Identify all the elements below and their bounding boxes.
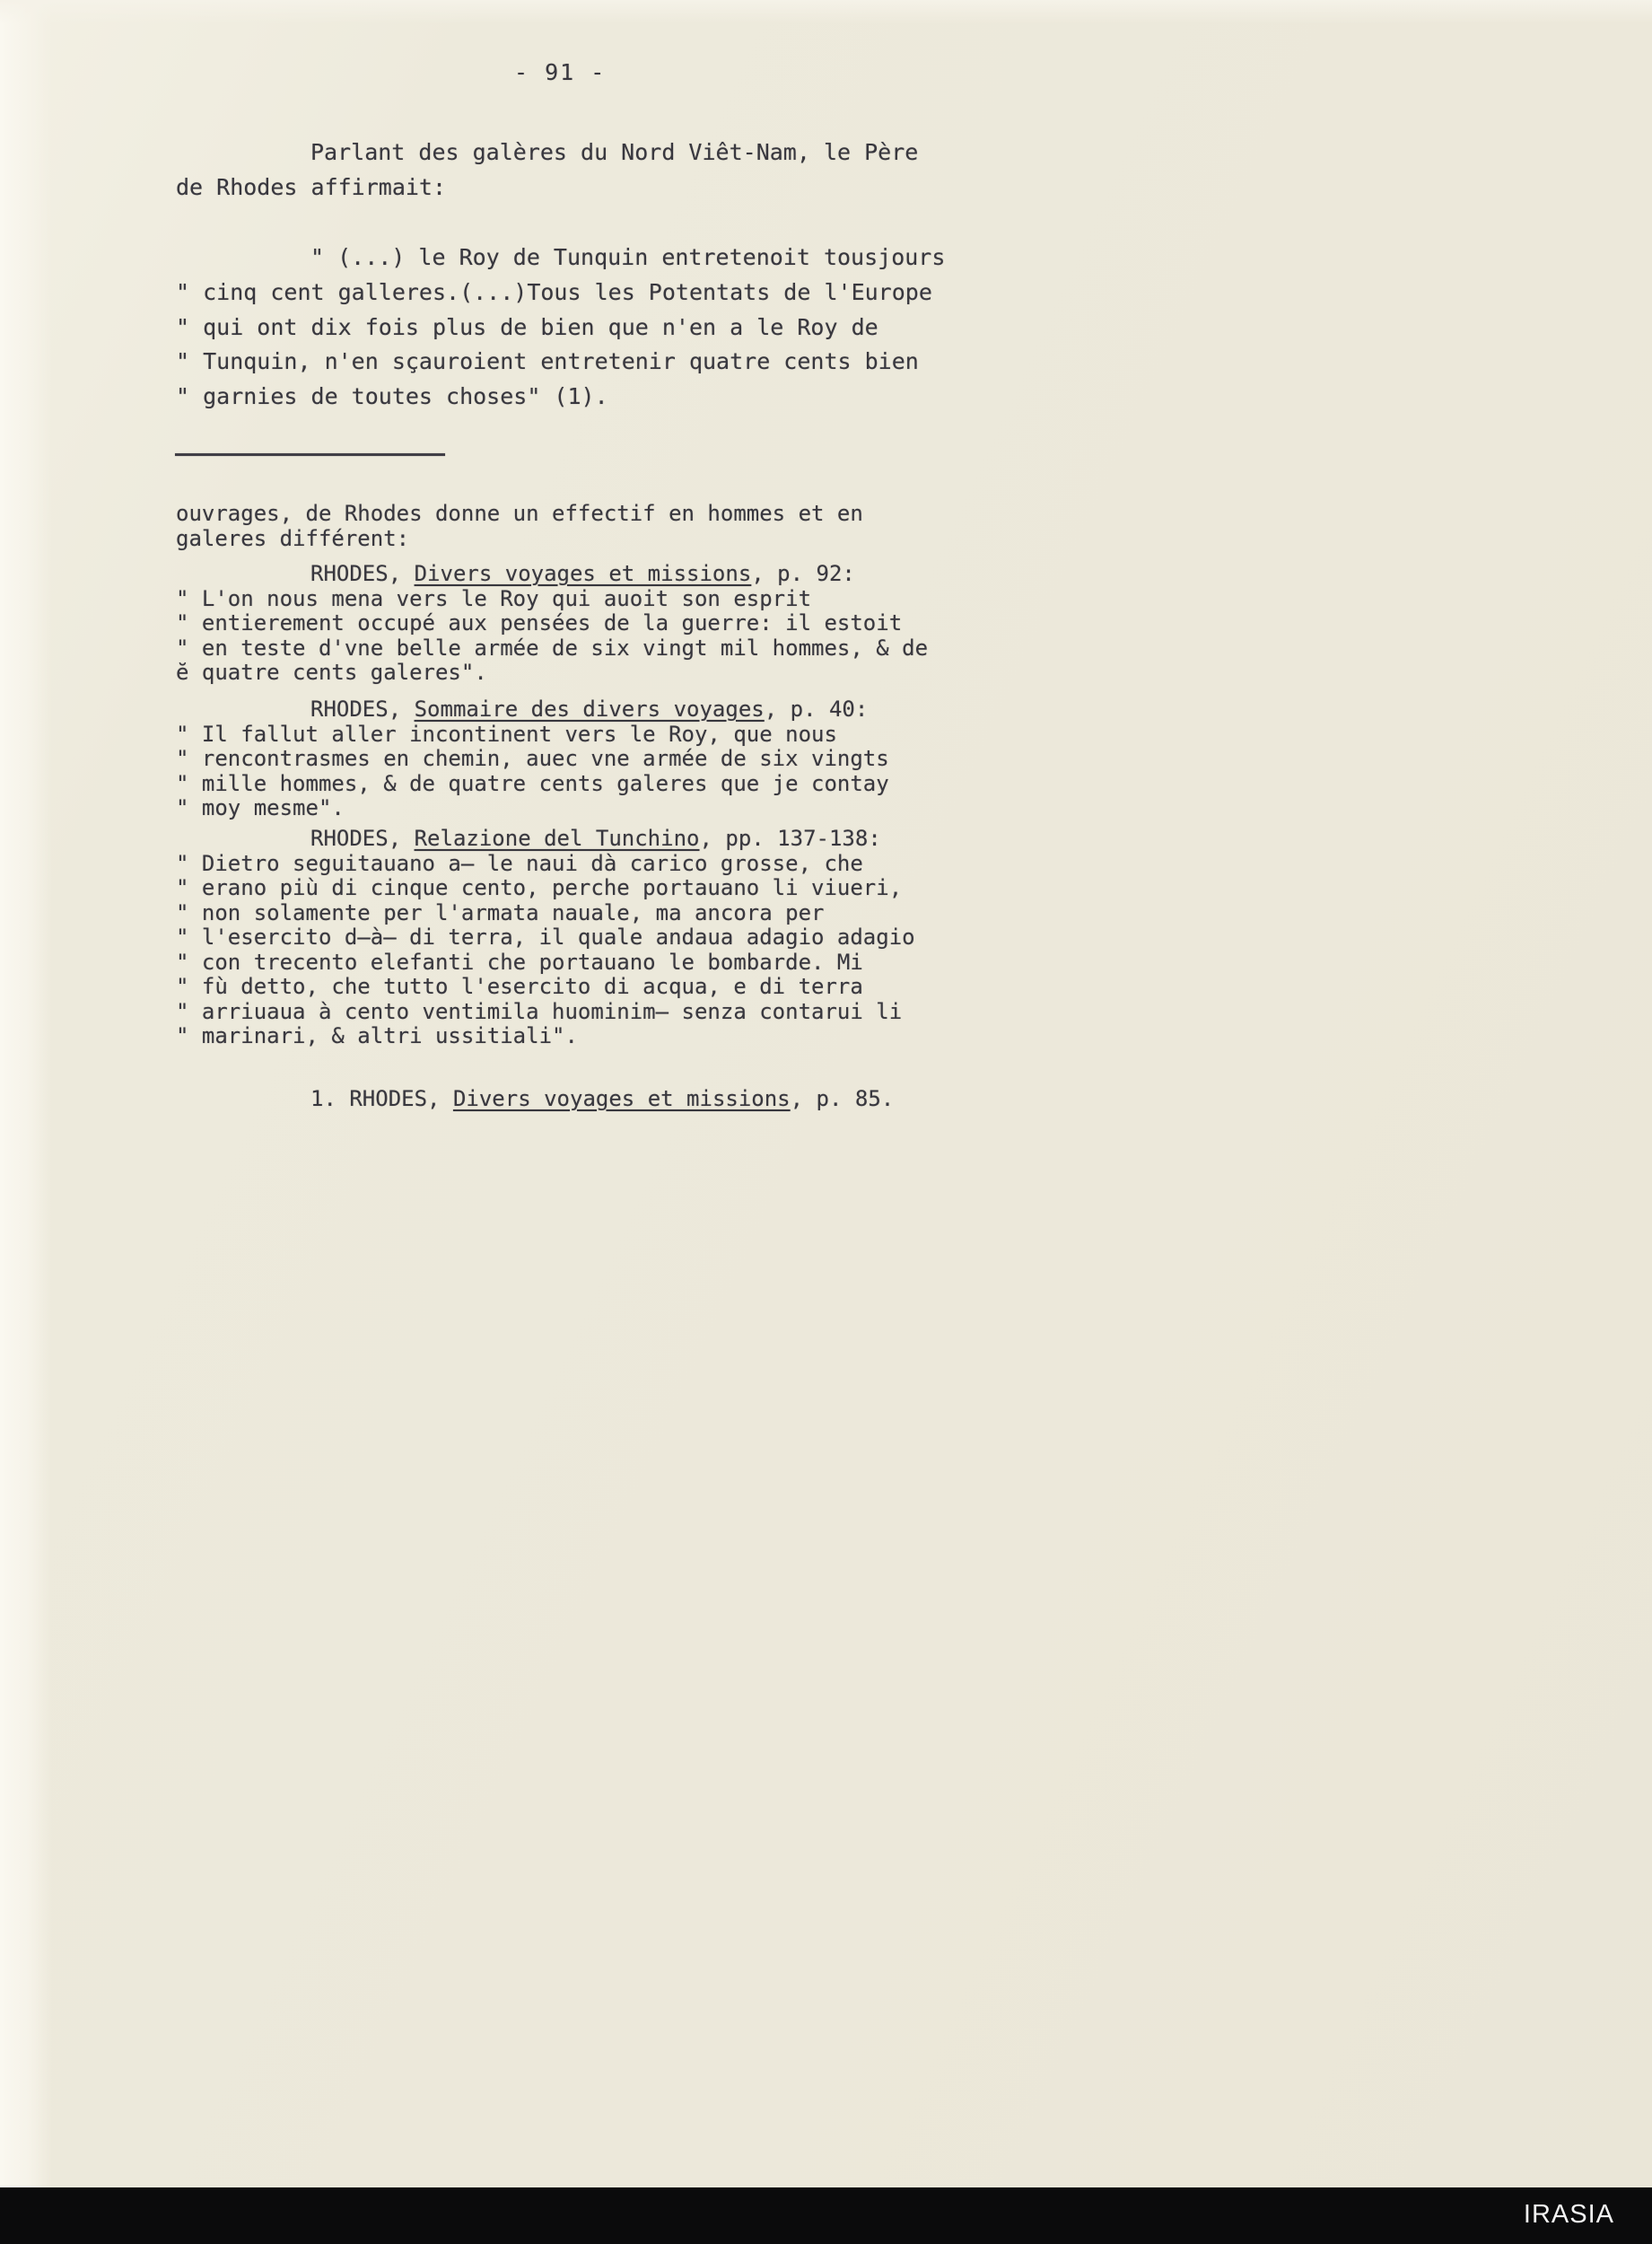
quote-line: " Dietro seguitauano a̶ le naui dà carico grosse, che — [176, 850, 863, 876]
quote-line: " non solamente per l'armata nauale, ma ancora per — [176, 899, 825, 925]
citation-entry — [176, 827, 915, 1049]
page-number: - 91 - — [514, 59, 607, 85]
footnote-line — [176, 1086, 894, 1111]
quote-line: " qui ont dix fois plus de bien que n'en a le Roy de — [176, 313, 878, 340]
citation-heading — [176, 562, 928, 587]
footnote-citation — [176, 1086, 894, 1111]
citation-title: Relazione del Tunchino — [414, 826, 700, 851]
citation-heading — [176, 827, 915, 852]
citation-title: Sommaire des divers voyages — [414, 697, 765, 722]
quote-line: " en teste d'vne belle armée de six vingt mil hommes, & de — [176, 635, 929, 661]
text-line: ouvrages, de Rhodes donne un effectif en hommes et en — [176, 501, 863, 526]
citation-pages: , p. 40: — [764, 697, 869, 722]
footnote-pages: , p. 85. — [790, 1086, 895, 1111]
quote-line: " entierement occupé aux pensées de la guerre: il estoit — [176, 610, 903, 636]
quote-line: " cinq cent galleres.(...)Tous les Potentats de l'Europe — [176, 278, 932, 305]
text-line: de Rhodes affirmait: — [176, 174, 447, 200]
quote-line: " (...) le Roy de Tunquin entretenoit tousjours — [310, 244, 946, 270]
quote-line: " l'esercito d̶à̶ di terra, il quale andaua adagio adagio — [176, 925, 915, 950]
citation-entry — [176, 562, 928, 686]
citation-title: Divers voyages et missions — [414, 561, 752, 586]
scan-top-edge — [0, 0, 1652, 23]
quote-line: " L'on nous mena vers le Roy qui auoit son esprit — [176, 585, 812, 611]
citation-pages: , pp. 137-138: — [699, 826, 881, 851]
citation-author: RHODES, — [310, 826, 415, 851]
watermark-label: IRASIA — [1523, 2200, 1614, 2229]
quote-block — [176, 241, 945, 415]
quote-line: " Il fallut aller incontinent vers le Roy, que nous — [176, 721, 837, 747]
citation-author: RHODES, — [310, 697, 415, 722]
citation-pages: , p. 92: — [751, 561, 855, 586]
citation-heading — [176, 697, 889, 723]
footnote-title: Divers voyages et missions — [452, 1086, 791, 1111]
footnote-separator-rule — [175, 453, 445, 456]
footnote-author: 1. RHODES, — [310, 1086, 453, 1111]
quote-line: " fù detto, che tutto l'esercito di acqua, e di terra — [176, 974, 863, 999]
quote-line: " Tunquin, n'en sçauroient entretenir quatre cents bien — [176, 348, 919, 375]
quote-line: " con trecento elefanti che portauano le bombarde. Mi — [176, 949, 863, 975]
quote-line: " garnies de toutes choses" (1). — [176, 383, 608, 410]
scan-left-edge — [0, 0, 52, 2190]
quote-line: " marinari, & altri ussitiali". — [176, 1023, 578, 1048]
quote-line: " rencontrasmes en chemin, auec vne armée de six vingts — [176, 746, 889, 771]
text-line: Parlant des galères du Nord Viêt-Nam, le Père — [310, 139, 919, 165]
quote-line: " mille hommes, & de quatre cents galeres que je contay — [176, 770, 889, 796]
quote-line: ĕ quatre cents galeres". — [176, 660, 487, 685]
quote-line: " erano più di cinque cento, perche portauano li viueri, — [176, 875, 903, 900]
citation-entry — [176, 697, 889, 821]
quote-line: " arriuaua à cento ventimila huominim̶ senza contarui li — [176, 998, 903, 1024]
citation-author: RHODES, — [310, 561, 415, 586]
notes-intro — [176, 501, 863, 551]
intro-paragraph — [176, 135, 918, 205]
scan-footer-bar — [0, 2187, 1652, 2244]
quote-line: " moy mesme". — [176, 795, 345, 820]
text-line: galeres différent: — [176, 526, 410, 551]
